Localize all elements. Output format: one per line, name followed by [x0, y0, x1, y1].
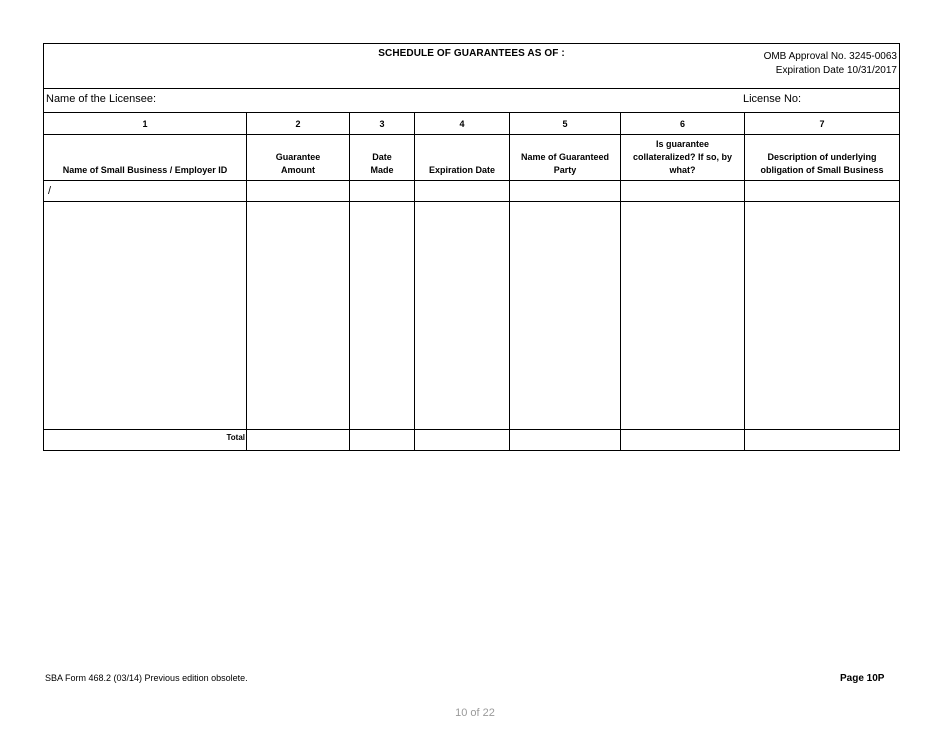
- column-number: 1: [142, 118, 148, 129]
- column-number: 4: [459, 118, 465, 129]
- omb-approval: [764, 50, 897, 78]
- column-header-obligation: Description of underlying obligation of Small Business: [760, 152, 884, 175]
- page-count: 10 of 22: [455, 707, 495, 719]
- column-header-date-made: Date Made: [370, 152, 394, 175]
- guarantee-schedule-form: [43, 43, 900, 451]
- license-number-label: License No:: [743, 93, 802, 105]
- column-number: 7: [819, 118, 825, 129]
- table-rule-first-row: [44, 201, 899, 202]
- table-rule-total: [44, 429, 899, 430]
- column-header-collateral: Is guarantee collateralized? If so, by what?: [632, 139, 733, 175]
- total-label: Total: [226, 433, 245, 442]
- first-row-value: /: [48, 185, 52, 197]
- column-number: 2: [295, 118, 301, 129]
- page-label: Page 10P: [840, 673, 885, 684]
- licensee-row: [44, 88, 899, 113]
- form-title: SCHEDULE OF GUARANTEES AS OF :: [378, 48, 565, 59]
- column-header-guaranteed-party: Name of Guaranteed Party: [520, 152, 610, 175]
- licensee-name-label: Name of the Licensee:: [46, 93, 157, 105]
- column-number: 3: [379, 118, 385, 129]
- omb-approval-number: OMB Approval No. 3245-0063: [763, 51, 897, 62]
- column-header-small-business: Name of Small Business / Employer ID: [62, 165, 228, 175]
- form-id-footer: SBA Form 468.2 (03/14) Previous edition obsolete.: [45, 673, 248, 683]
- omb-expiration-date: Expiration Date 10/31/2017: [775, 65, 897, 76]
- form-header: [44, 44, 899, 89]
- column-number: 5: [562, 118, 568, 129]
- column-header-expiration-date: Expiration Date: [428, 165, 495, 175]
- table-rule-headers: [44, 180, 899, 181]
- column-number: 6: [679, 118, 685, 129]
- column-header-guarantee-amount: Guarantee Amount: [275, 152, 321, 175]
